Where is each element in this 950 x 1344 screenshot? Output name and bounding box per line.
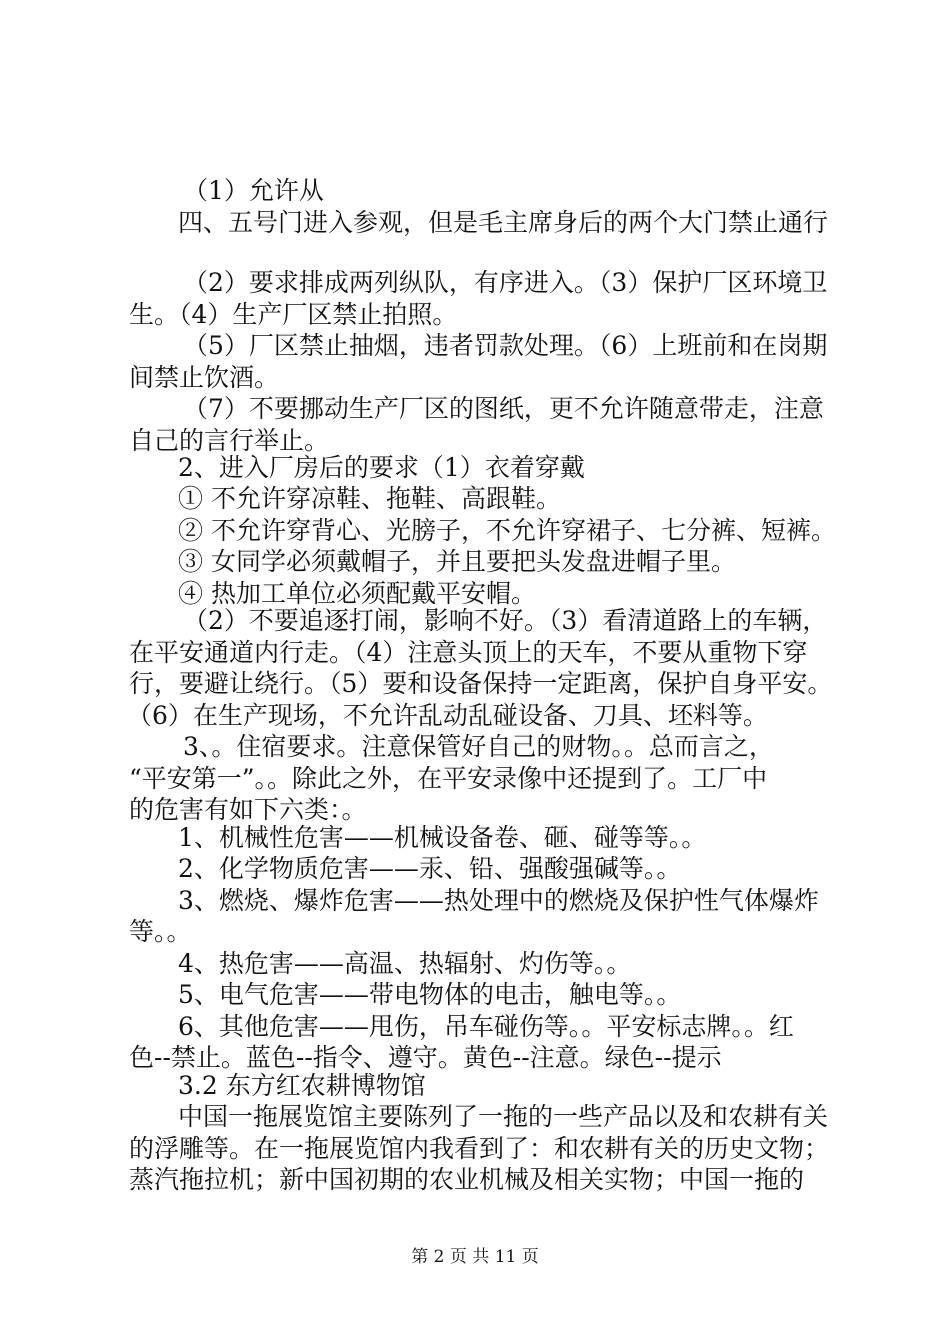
- text-line-6: 间禁止饮酒。: [129, 363, 280, 392]
- text-line-14: （2）不要追逐打闹，影响不好。（3）看清道路上的车辆，: [183, 606, 828, 635]
- text-line-19: “平安第一”。。除此之外，在平安录像中还提到了。工厂中: [129, 764, 768, 793]
- text-line-9: 2、进入厂房后的要求（1）衣着穿戴: [178, 453, 585, 482]
- text-line-31: 的浮雕等。在一拖展览馆内我看到了：和农耕有关的历史文物；: [129, 1134, 830, 1163]
- text-line-21: 1、机械性危害——机械设备卷、砸、碰等等。。: [178, 823, 707, 852]
- page-number-footer: 第 2 页 共 11 页: [411, 1247, 539, 1267]
- text-line-28: 色--禁止。蓝色--指令、遵守。黄色--注意。绿色--提示: [129, 1043, 722, 1072]
- text-line-27: 6、其他危害——甩伤，吊车碰伤等。。平安标志牌。。红: [178, 1012, 794, 1041]
- text-line-24: 等。。: [129, 917, 192, 946]
- text-line-10: ① 不允许穿凉鞋、拖鞋、高跟鞋。: [178, 484, 561, 513]
- text-line-12: ③ 女同学必须戴帽子，并且要把头发盘进帽子里。: [178, 547, 736, 576]
- text-line-26: 5、电气危害——带电物体的电击，触电等。。: [178, 980, 682, 1009]
- text-line-23: 3、燃烧、爆炸危害——热处理中的燃烧及保护性气体爆炸: [178, 886, 819, 915]
- text-line-1: （1）允许从: [183, 176, 324, 205]
- text-line-17: （6）在生产现场，不允许乱动乱碰设备、刀具、坯料等。: [127, 701, 768, 730]
- text-line-13: ④ 热加工单位必须配戴平安帽。: [178, 579, 536, 608]
- text-line-5: （5）厂区禁止抽烟，违者罚款处理。（6）上班前和在岗期: [183, 331, 828, 360]
- text-line-15: 在平安通道内行走。（4）注意头顶上的天车，不要从重物下穿: [129, 638, 808, 667]
- text-line-4: 生。（4）生产厂区禁止拍照。: [129, 300, 458, 329]
- text-line-22: 2、化学物质危害——汞、铅、强酸强碱等。。: [178, 854, 682, 883]
- text-line-18: 3、。住宿要求。注意保管好自己的财物。。总而言之，: [183, 732, 774, 761]
- text-line-8: 自己的言行举止。: [129, 426, 330, 455]
- text-line-29: 3.2 东方红农耕博物馆: [178, 1071, 426, 1100]
- text-line-32: 蒸汽拖拉机；新中国初期的农业机械及相关实物；中国一拖的: [129, 1165, 805, 1194]
- text-line-20: 的危害有如下六类：。: [129, 795, 367, 824]
- text-line-30: 中国一拖展览馆主要陈列了一拖的一些产品以及和农耕有关: [178, 1102, 829, 1131]
- text-line-16: 行，要避让绕行。（5）要和设备保持一定距离，保护自身平安。: [129, 669, 833, 698]
- text-line-2: 四、五号门进入参观，但是毛主席身后的两个大门禁止通行: [178, 208, 829, 237]
- text-line-7: （7）不要挪动生产厂区的图纸，更不允许随意带走，注意: [183, 394, 824, 423]
- text-line-3: （2）要求排成两列纵队，有序进入。（3）保护厂区环境卫: [183, 268, 828, 297]
- text-line-11: ② 不允许穿背心、光膀子，不允许穿裙子、七分裤、短裤。: [178, 516, 836, 545]
- text-line-25: 4、热危害——高温、热辐射、灼伤等。。: [178, 949, 632, 978]
